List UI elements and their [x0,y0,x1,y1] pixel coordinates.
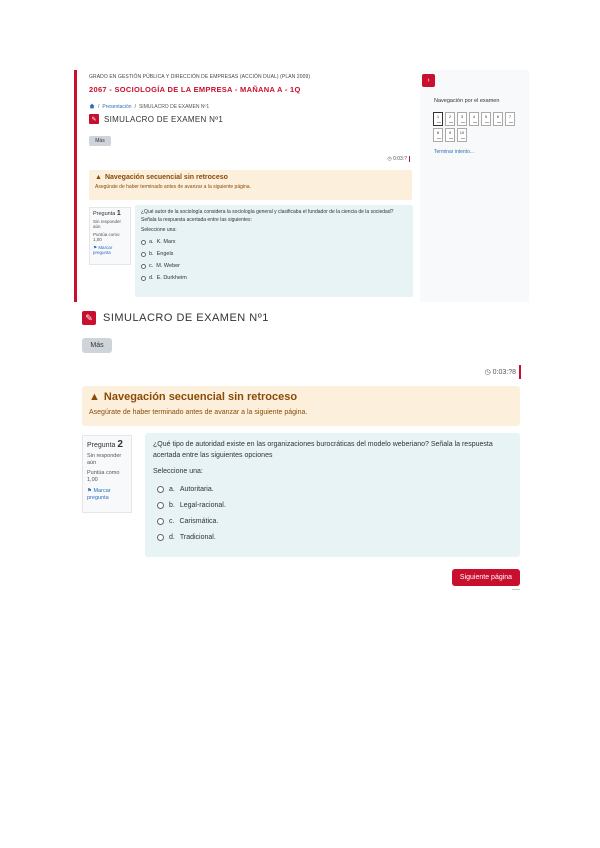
radio-button[interactable] [141,240,146,245]
answer-option-d[interactable] [141,275,407,281]
flag-icon: ⚑ [93,244,98,250]
course-degree: GRADO EN GESTIÓN PÚBLICA Y DIRECCIÓN DE EMPRESAS (ACCIÓN DUAL) (PLAN 2009) [89,74,311,80]
course-title[interactable]: 2067 - SOCIOLOGÍA DE LA EMPRESA - MAÑANA A - 1Q [89,85,301,94]
option-letter: c. [169,517,175,525]
question-nav-button[interactable]: 9 [445,128,455,142]
question-nav-button[interactable]: 2 [445,112,455,126]
answer-option-c[interactable] [157,513,512,529]
warning-icon: ▲ [89,391,100,403]
radio-button[interactable] [157,518,164,525]
quiz-icon: ✎ [89,114,99,124]
question-content [145,433,520,557]
screenshot-2 [74,305,529,595]
answer-option-a[interactable] [157,481,512,497]
radio-button[interactable] [157,486,164,493]
alert-title: Navegación secuencial sin retroceso [103,391,298,403]
alert-text: Asegúrate de haber terminado antes de avanzar a la siguiente página. [89,409,308,416]
option-text: Carismática. [179,517,219,525]
answer-option-b[interactable] [157,497,512,513]
question-info [82,435,132,513]
question-info [89,207,131,265]
radio-button[interactable] [141,276,146,281]
option-text: Engels [156,251,174,257]
question-number-value: 1 [116,210,121,217]
breadcrumb-link[interactable]: Presentación [102,104,132,110]
home-icon[interactable] [89,103,95,111]
quiz-timer [485,365,521,379]
warning-icon: ▲ [95,174,102,181]
select-label: Seleccione una: [141,227,177,233]
question-nav-button[interactable]: 5 [481,112,491,126]
answer-options [153,481,512,545]
option-letter: a. [169,485,175,493]
page-header [82,311,269,325]
answer-option-d[interactable] [157,529,512,545]
question-nav-grid [433,112,525,142]
question-points: Puntúa como 1,00 [87,470,120,484]
radio-button[interactable] [141,252,146,257]
breadcrumb [89,103,209,111]
page-title: SIMULACRO DE EXAMEN Nº1 [103,312,269,324]
question-number [87,439,127,450]
question-points: Puntúa como 1,00 [93,231,120,243]
more-button[interactable]: Más [82,338,112,353]
question-content [135,205,413,297]
quiz-icon: ✎ [82,311,96,325]
question-nav-button[interactable]: 6 [493,112,503,126]
select-label: Seleccione una: [153,468,203,476]
timer-value: 0:03:?8 [492,368,516,376]
flag-question-label: Marcar pregunta [93,244,113,255]
quiz-timer [387,156,410,162]
question-status: Sin responder aún [93,219,122,230]
main-content [74,70,420,302]
screenshot-1 [74,70,529,302]
question-status: Sin responder aún [87,453,122,467]
timer-value: 0:03:? [393,156,407,162]
alert-text: Asegúrate de haber terminado antes de avanzar a la siguiente página. [95,184,251,190]
answer-option-a[interactable] [141,239,407,245]
flag-icon: ⚑ [87,487,92,494]
alert-title-row [95,174,406,181]
radio-button[interactable] [141,264,146,269]
quiz-navigation-title: Navegación por el examen [434,98,500,104]
question-label: Pregunta [93,211,116,217]
option-letter: b. [149,251,154,257]
question-label: Pregunta [87,442,116,449]
option-letter: d. [169,533,175,541]
option-letter: b. [169,501,175,509]
breadcrumb-separator: / [134,104,136,110]
option-letter: a. [149,239,154,245]
question-text: ¿Qué tipo de autoridad existe en las organizaciones burocráticas del modelo weberiano? Señala la respuesta acertada entre las siguientes opciones [153,441,493,460]
question-nav-button[interactable]: 10 [457,128,467,142]
breadcrumb-separator: / [98,104,100,110]
flag-question-link[interactable] [93,245,127,256]
option-text: K. Marx [156,239,176,245]
flag-question-label: Marcar pregunta [87,487,111,501]
question-nav-button[interactable]: 8 [433,128,443,142]
option-text: Tradicional. [179,533,216,541]
option-text: Legal-racional. [179,501,226,509]
answer-option-c[interactable] [141,263,407,269]
option-letter: c. [149,263,154,269]
next-page-button[interactable]: Siguiente página [452,569,520,586]
page-title: SIMULACRO DE EXAMEN Nº1 [104,114,224,124]
question-number [93,210,127,217]
alert-title-row [89,391,513,403]
question-number-value: 2 [117,439,123,450]
chevron-right-icon[interactable]: › [422,74,435,87]
question-nav-button[interactable]: 7 [505,112,515,126]
warning-alert [82,386,520,426]
question-text: ¿Qué autor de la sociología considera la sociología general y clasificaba el fundador de la ciencia de la sociedad? Señala la respuesta acertada entre las siguientes: [141,209,394,223]
breadcrumb-current: SIMULACRO DE EXAMEN Nº1 [138,104,210,110]
flag-question-link[interactable] [87,488,127,502]
option-text: M. Weber [156,263,181,269]
clock-icon: ◷ [387,156,392,162]
page-header [89,114,223,124]
resize-corner [512,589,520,591]
quiz-navigation-drawer [420,70,529,302]
answer-option-b[interactable] [141,251,407,257]
option-text: Autoritaria. [179,485,214,493]
more-button[interactable]: Más [89,136,111,146]
finish-attempt-link[interactable]: Terminar intento... [434,149,475,155]
option-letter: d. [149,275,154,281]
warning-alert [89,170,412,200]
clock-icon: ◷ [484,369,491,376]
question-nav-button[interactable]: 1 [433,112,443,126]
question-nav-button[interactable]: 4 [469,112,479,126]
radio-button[interactable] [157,502,164,509]
question-nav-button[interactable]: 3 [457,112,467,126]
option-text: E. Durkheim [156,275,187,281]
radio-button[interactable] [157,534,164,541]
alert-title: Navegación secuencial sin retroceso [104,174,228,181]
